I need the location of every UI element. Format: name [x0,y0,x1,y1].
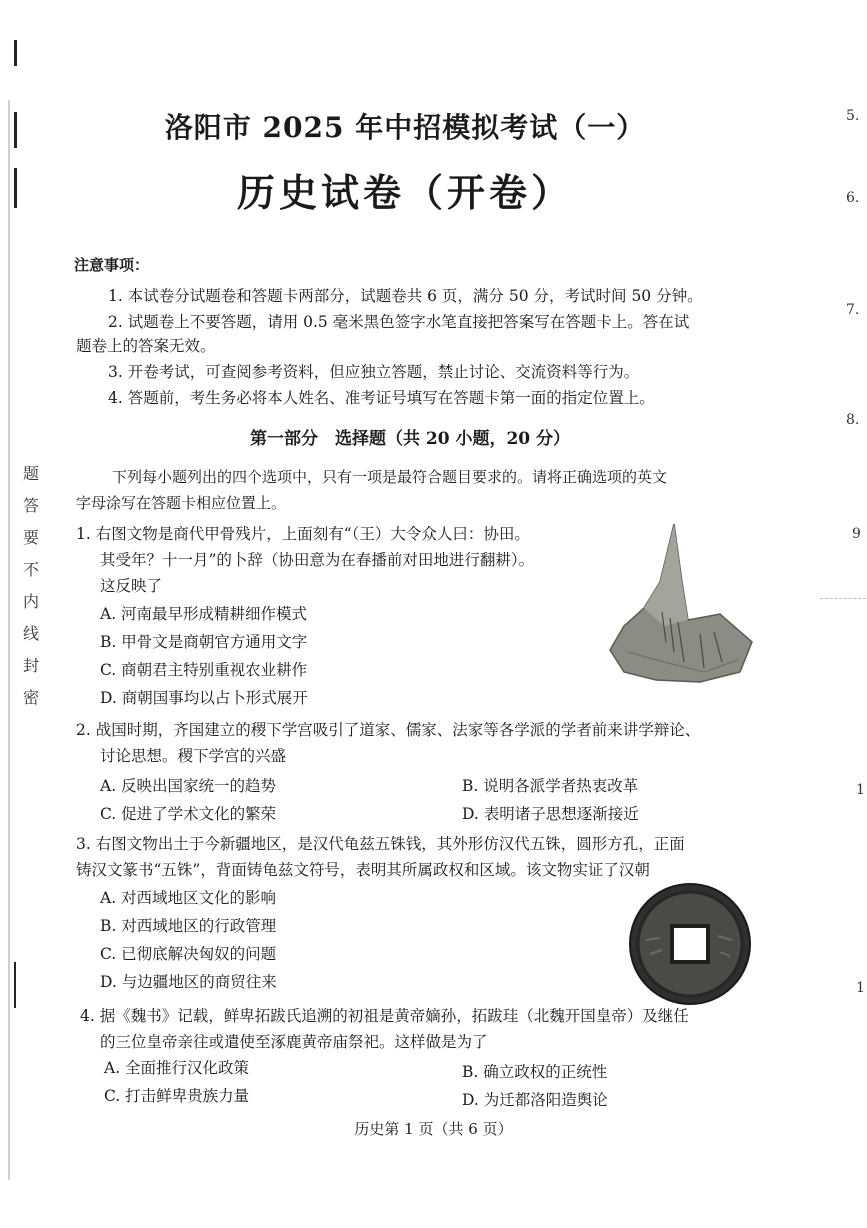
question-2-option-c: C. 促进了学术文化的繁荣 [100,805,277,823]
question-3-stem: 铸汉文篆书“五铢”，背面铸龟兹文符号，表明其所属政权和区域。该文物实证了汉朝 [76,861,650,879]
binding-char: 要 [22,528,39,547]
section-instruction: 字母涂写在答题卡相应位置上。 [76,494,287,512]
exam-title: 洛阳市 2025 年中招模拟考试（一） [164,111,646,144]
question-1-stem: 这反映了 [100,577,163,595]
question-1-option-b: B. 甲骨文是商朝官方通用文字 [100,633,308,651]
binding-char: 密 [22,688,39,707]
question-2-stem: 2. 战国时期，齐国建立的稷下学宫吸引了道家、儒家、法家等各学派的学者前来讲学辩论、 [76,721,701,739]
question-4-option-b: B. 确立政权的正统性 [462,1063,608,1081]
notice-item: 1. 本试卷分试题卷和答题卡两部分，试题卷共 6 页，满分 50 分，考试时间 50 分钟。 [108,287,703,305]
binding-char: 封 [22,656,39,675]
question-4-option-c: C. 打击鲜卑贵族力量 [104,1087,250,1105]
question-3-option-a: A. 对西域地区文化的影响 [100,889,277,907]
question-2-stem: 讨论思想。稷下学宫的兴盛 [100,747,287,765]
question-1-option-d: D. 商朝国事均以占卜形式展开 [100,689,308,707]
wuzhu-coin-image [626,880,754,1008]
binding-warning [18,458,44,714]
question-1-option-a: A. 河南最早形成精耕细作模式 [100,605,308,623]
question-2-option-b: B. 说明各派学者热衷改革 [462,777,639,795]
margin-number: 8. [846,412,860,428]
binding-mark [14,168,17,208]
question-4-option-a: A. 全面推行汉化政策 [104,1059,250,1077]
question-2-option-d: D. 表明诸子思想逐渐接近 [462,805,639,823]
margin-divider [820,598,866,600]
margin-number: 7. [846,302,860,318]
binding-line [8,100,10,1180]
binding-char: 不 [22,560,39,579]
question-3-option-d: D. 与边疆地区的商贸往来 [100,973,277,991]
question-2-option-a: A. 反映出国家统一的趋势 [100,777,277,795]
binding-char: 线 [22,624,39,643]
notice-heading: 注意事项： [74,256,150,274]
oracle-bone-image [604,522,754,688]
binding-char: 答 [22,496,39,515]
binding-char: 题 [22,464,39,483]
binding-char: 内 [22,592,39,611]
question-1-stem: 1. 右图文物是商代甲骨残片，上面刻有“（王）大令众人曰：协田。 [76,525,530,543]
question-3-option-b: B. 对西域地区的行政管理 [100,917,277,935]
margin-number: 6. [846,190,860,206]
notice-item: 题卷上的答案无效。 [76,337,216,355]
margin-number: 9 [852,526,861,542]
binding-mark [14,40,17,66]
question-1-option-c: C. 商朝君主特别重视农业耕作 [100,661,308,679]
question-1-stem: 其受年？十一月”的卜辞（协田意为在春播前对田地进行翻耕）。 [100,551,535,569]
page-footer: 历史第 1 页（共 6 页） [354,1120,513,1138]
notice-item: 3. 开卷考试，可查阅参考资料，但应独立答题，禁止讨论、交流资料等行为。 [108,363,640,381]
section-title: 第一部分 选择题（共 20 小题，20 分） [249,429,571,449]
binding-mark [14,112,17,148]
question-4-stem: 4. 据《魏书》记载，鲜卑拓跋氏追溯的初祖是黄帝嫡孙，拓跋珪（北魏开国皇帝）及继任 [80,1007,689,1025]
section-instruction: 下列每小题列出的四个选项中，只有一项是最符合题目要求的。请将正确选项的英文 [112,468,668,486]
margin-number: 1 [856,980,865,996]
notice-item: 2. 试题卷上不要答题，请用 0.5 毫米黑色签字水笔直接把答案写在答题卡上。答在试 [108,313,690,331]
exam-subtitle: 历史试卷（开卷） [236,170,573,215]
notice-item: 4. 答题前，考生务必将本人姓名、准考证号填写在答题卡第一面的指定位置上。 [108,389,655,407]
question-4-option-d: D. 为迁都洛阳造舆论 [462,1091,608,1109]
margin-number: 1 [856,782,865,798]
margin-number: 5. [846,108,860,124]
question-3-stem: 3. 右图文物出土于今新疆地区，是汉代龟兹五铢钱，其外形仿汉代五铢，圆形方孔，正面 [76,835,685,853]
binding-mark [14,962,16,1008]
question-3-option-c: C. 已彻底解决匈奴的问题 [100,945,277,963]
question-4-stem: 的三位皇帝亲往或遣使至涿鹿黄帝庙祭祀。这样做是为了 [100,1033,488,1051]
